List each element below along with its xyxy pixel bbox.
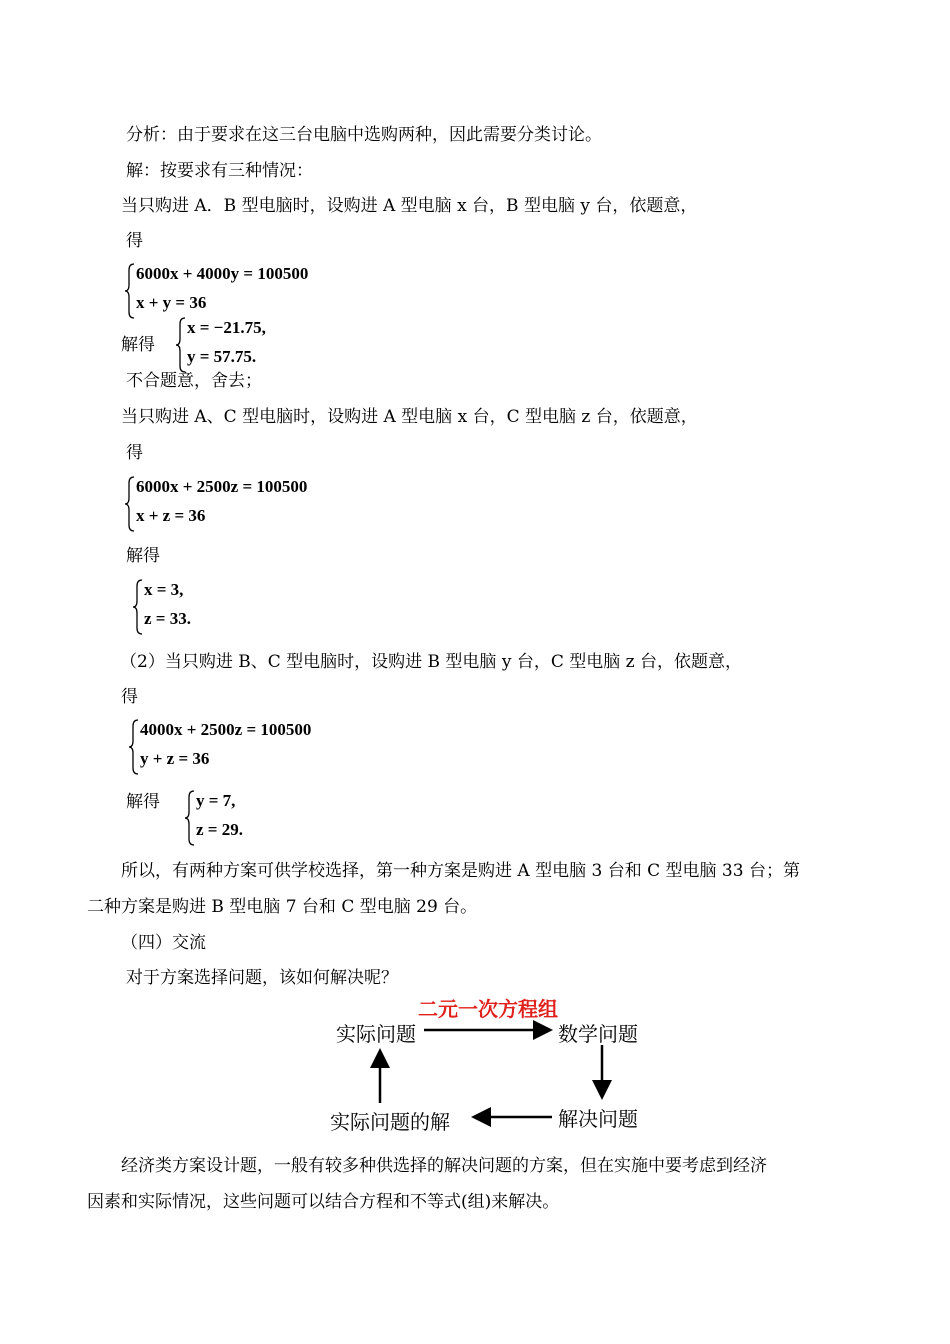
solution-row: y = 7, (196, 791, 236, 810)
equation-row: 6000x + 2500z = 100500 (136, 477, 308, 496)
section-heading: （四）交流 (121, 933, 206, 953)
solution-system-3 (184, 789, 304, 849)
flow-node-real-solution: 实际问题的解 (330, 1110, 450, 1134)
de-label-3: 得 (121, 687, 138, 707)
flow-node-solve-problem: 解决问题 (558, 1107, 638, 1131)
equation-system-1 (124, 262, 354, 322)
question-text: 对于方案选择问题，该如何解决呢？ (126, 968, 398, 988)
case3-text: （2）当只购进 B、C 型电脑时，设购进 B 型电脑 y 台，C 型电脑 z 台，依题意， (120, 652, 743, 672)
analysis-text: 分析：由于要求在这三台电脑中选购两种，因此需要分类讨论。 (126, 125, 602, 145)
conclusion-line-1: 所以，有两种方案可供学校选择，第一种方案是购进 A 型电脑 3 台和 C 型电脑 33 台；第 (121, 861, 800, 881)
flow-node-math-problem: 数学问题 (558, 1022, 638, 1046)
solution-row: z = 29. (196, 820, 243, 839)
brace-icon (175, 316, 187, 374)
equation-system-2 (124, 475, 354, 535)
equation-row: y + z = 36 (140, 749, 210, 768)
de-label-1: 得 (126, 231, 143, 251)
solution-row: x = 3, (144, 580, 184, 599)
brace-icon (184, 789, 196, 847)
brace-icon (132, 578, 144, 636)
brace-icon (124, 262, 136, 320)
equation-row: 6000x + 4000y = 100500 (136, 264, 309, 283)
equation-system-3 (128, 718, 358, 778)
brace-icon (124, 475, 136, 533)
reject-text: 不合题意，舍去； (126, 371, 262, 391)
summary-line-2: 因素和实际情况，这些问题可以结合方程和不等式(组)来解决。 (87, 1192, 560, 1212)
equation-row: x + y = 36 (136, 293, 207, 312)
case1-text: 当只购进 A．B 型电脑时，设购进 A 型电脑 x 台，B 型电脑 y 台，依题意， (121, 196, 698, 216)
flow-arrows (320, 993, 660, 1138)
solution-system-1 (175, 316, 305, 376)
conclusion-line-2: 二种方案是购进 B 型电脑 7 台和 C 型电脑 29 台。 (87, 897, 478, 917)
equation-row: x + z = 36 (136, 506, 206, 525)
jiede-label-3: 解得 (126, 792, 160, 812)
jiede-label-2: 解得 (126, 546, 160, 566)
solution-system-2 (132, 578, 252, 638)
solution-row: z = 33. (144, 609, 191, 628)
problem-solving-flowchart (320, 993, 660, 1138)
flow-arrow-label: 二元一次方程组 (418, 997, 558, 1021)
flow-node-real-problem: 实际问题 (336, 1022, 416, 1046)
case2-text: 当只购进 A、C 型电脑时，设购进 A 型电脑 x 台，C 型电脑 z 台，依题意， (121, 407, 698, 427)
equation-row: 4000x + 2500z = 100500 (140, 720, 312, 739)
brace-icon (128, 718, 140, 776)
solution-intro: 解：按要求有三种情况： (126, 161, 313, 181)
summary-line-1: 经济类方案设计题，一般有较多种供选择的解决问题的方案，但在实施中要考虑到经济 (121, 1156, 767, 1176)
solution-row: y = 57.75. (187, 347, 257, 366)
jiede-label-1: 解得 (121, 335, 155, 355)
solution-row: x = −21.75, (187, 318, 266, 337)
de-label-2: 得 (126, 443, 143, 463)
